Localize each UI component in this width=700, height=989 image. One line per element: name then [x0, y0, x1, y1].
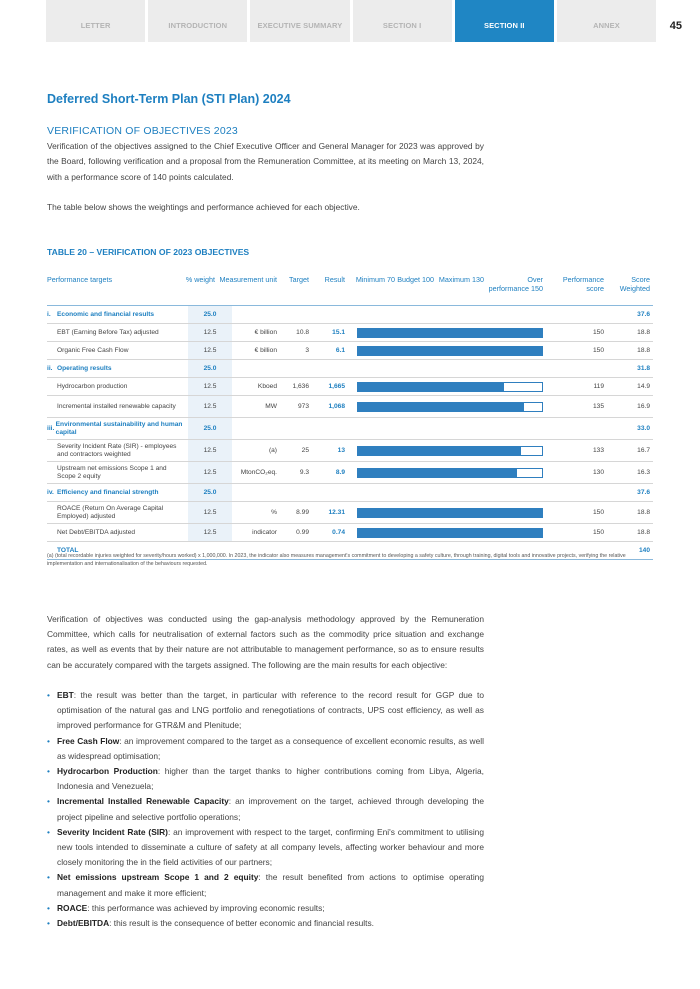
target-cell: 9.3	[299, 469, 309, 476]
weight-cell: 12.5	[203, 383, 217, 390]
result-cell: 13	[337, 447, 345, 454]
header-over-performance: Over performance 150	[488, 275, 543, 293]
weighted-score-cell: 16.3	[637, 469, 650, 476]
list-item	[47, 688, 484, 734]
section-row	[47, 484, 653, 502]
bullet-term: Severity Incident Rate (SIR)	[57, 826, 168, 837]
section-number: i.	[47, 310, 51, 318]
section-number: iii.	[47, 424, 55, 432]
performance-bar	[357, 402, 543, 412]
result-cell: 12.31	[328, 509, 345, 516]
performance-bar	[357, 468, 543, 478]
score-cell: 133	[592, 447, 604, 454]
bullet-text: : higher than the target thanks to higher contributions coming from Libya, Algeria, Indonesia and Venezuela;	[57, 766, 484, 792]
row-label: Severity Incident Rate (SIR) - employees and contractors weighted	[57, 442, 177, 458]
unit-cell: (a)	[268, 447, 277, 454]
weight-cell: 25.0	[203, 425, 217, 432]
section-title: Operating results	[57, 364, 112, 372]
table-row	[47, 462, 653, 484]
score-cell: 135	[592, 403, 604, 410]
performance-bar	[357, 382, 543, 392]
weight-cell: 12.5	[203, 509, 217, 516]
weight-cell: 12.5	[203, 403, 217, 410]
result-cell: 6.1	[335, 347, 345, 354]
section-row	[47, 360, 653, 378]
unit-cell: € billion	[254, 329, 277, 336]
result-cell: 0.74	[332, 529, 345, 536]
intro-note: The table below shows the weightings and performance achieved for each objective.	[47, 202, 360, 212]
row-label	[47, 484, 185, 501]
row-label: Upstream net emissions Scope 1 and Scope 2 equity	[57, 464, 167, 480]
table-row	[47, 502, 653, 524]
row-label	[47, 360, 185, 377]
tab-executive-summary[interactable]: EXECUTIVE SUMMARY	[250, 0, 349, 42]
tab-section-i[interactable]: SECTION I	[353, 0, 452, 42]
bullet-text: : this performance was achieved by improving economic results;	[87, 902, 325, 913]
header-budget: Budget 100	[397, 275, 434, 284]
performance-bar-fill	[358, 529, 542, 537]
result-cell: 8.9	[335, 469, 345, 476]
section-nav	[46, 0, 656, 42]
tab-section-ii[interactable]: SECTION II	[455, 0, 554, 42]
table-body	[47, 306, 653, 560]
row-label	[47, 306, 185, 323]
header-performance-score: Performance score	[562, 275, 604, 293]
page-number: 45	[669, 20, 682, 32]
header-maximum: Maximum 130	[438, 275, 484, 284]
table-row	[47, 440, 653, 462]
bullet-term: Incremental Installed Renewable Capacity	[57, 796, 229, 807]
header-targets: Performance targets	[47, 275, 113, 284]
bullet-term: ROACE	[57, 902, 88, 913]
performance-bar-fill	[358, 447, 521, 455]
unit-cell: Kboed	[257, 383, 277, 390]
performance-bar	[357, 346, 543, 356]
weight-cell: 12.5	[203, 529, 217, 536]
header-result: Result	[324, 275, 345, 284]
unit-cell: indicator	[252, 529, 277, 536]
weighted-score-cell: 16.9	[637, 403, 650, 410]
section-title: Environmental sustainability and human capital	[55, 420, 183, 436]
weight-cell: 25.0	[203, 489, 217, 496]
section-title: Economic and financial results	[57, 310, 155, 318]
unit-cell: MW	[265, 403, 277, 410]
section-row	[47, 306, 653, 324]
bullet-text: : the result was better than the target, in particular with reference to the record result for GGP due to optimisation of the natural gas and LNG portfolio and renegotiations of contracts, UPS cost efficiency, as well as improved performance for GTR&M and Plenitude;	[57, 690, 484, 731]
weighted-score-cell: 14.9	[637, 383, 650, 390]
row-label: Hydrocarbon production	[57, 382, 128, 390]
unit-cell: € billion	[254, 347, 277, 354]
result-cell: 15.1	[332, 329, 345, 336]
bullet-text: : the result benefited from actions to optimise operating management and make it more efficient;	[57, 872, 485, 898]
table-row	[47, 342, 653, 360]
target-cell: 10.8	[296, 329, 309, 336]
list-item	[47, 916, 484, 931]
score-cell: 150	[592, 529, 604, 536]
performance-bar-fill	[358, 383, 504, 391]
bullet-term: Free Cash Flow	[57, 735, 120, 746]
score-cell: 150	[592, 509, 604, 516]
intro-paragraph: Verification of the objectives assigned to the Chief Executive Officer and General Manager for 2023 was approved by the Board, following verification and a proposal from the Remuneration Committee, at its meeting on March 13, 2024, with a performance score of 140 points calculated.	[47, 141, 484, 182]
tab-introduction[interactable]: INTRODUCTION	[148, 0, 247, 42]
weighted-score-cell: 18.8	[637, 509, 650, 516]
result-cell: 1,665	[328, 383, 345, 390]
weighted-score-cell: 16.7	[637, 447, 650, 454]
performance-bar	[357, 508, 543, 518]
target-cell: 973	[297, 403, 309, 410]
table-footnote: (a) (total recordable injuries weighted for severity/hours worked) x 1,000,000. In 2023, the indicator also measures management's commitment to developing a safety culture, through training, digital tools and innovative projects, verifying the relative implementation and internationalisation of the behaviours requested.	[47, 553, 626, 568]
unit-cell: MtonCO₂eq.	[240, 469, 277, 476]
section-number: ii.	[47, 364, 53, 372]
performance-bar-fill	[358, 347, 542, 355]
weight-cell: 12.5	[203, 329, 217, 336]
performance-bar-fill	[358, 403, 524, 411]
weight-cell: 25.0	[203, 311, 217, 318]
row-label: Incremental installed renewable capacity	[57, 402, 176, 410]
header-target: Target	[289, 275, 309, 284]
target-cell: 3	[305, 347, 309, 354]
performance-bar	[357, 328, 543, 338]
weighted-score-cell: 18.8	[637, 329, 650, 336]
header-minimum: Minimum 70	[355, 275, 395, 284]
section-subtitle: VERIFICATION OF OBJECTIVES 2023	[47, 125, 238, 137]
tab-letter[interactable]: LETTER	[46, 0, 145, 42]
header-unit: Measurement unit	[219, 275, 277, 284]
table-title: TABLE 20 – VERIFICATION OF 2023 OBJECTIVES	[47, 247, 250, 257]
section-number: iv.	[47, 488, 54, 496]
weight-cell: 25.0	[203, 365, 217, 372]
bullet-term: Net emissions upstream Scope 1 and 2 equity	[57, 872, 259, 883]
bullet-term: Debt/EBITDA	[57, 918, 110, 929]
row-label: EBT (Earning Before Tax) adjusted	[57, 328, 159, 336]
methodology-paragraph: Verification of objectives was conducted using the gap-analysis methodology approved by the Remuneration Committee, which calls for neutralisation of external factors such as the commodity price situation and exchange rates, as well as events that by their nature are not attributable to management performance, so as to ensure results can be accurately compared with the targets assigned. The following are the main results for each objective:	[47, 614, 484, 670]
weighted-score-cell: 37.6	[637, 489, 650, 496]
weight-cell: 12.5	[203, 447, 217, 454]
bullet-text: : this result is the consequence of better economic and financial results.	[109, 918, 375, 929]
weight-cell: 12.5	[203, 347, 217, 354]
results-list	[47, 688, 484, 931]
list-item	[47, 870, 484, 900]
tab-annex[interactable]: ANNEX	[557, 0, 656, 42]
table-row	[47, 378, 653, 396]
section-title: Efficiency and financial strength	[57, 488, 159, 496]
bullet-text: : an improvement on the target, achieved through developing the project pipeline and selective portfolio operations;	[57, 796, 484, 822]
score-cell: 119	[593, 383, 604, 390]
result-cell: 1,068	[328, 403, 345, 410]
header-score-weighted: Score Weighted	[619, 275, 650, 293]
target-cell: 0.99	[296, 529, 309, 536]
performance-bar	[357, 528, 543, 538]
weight-cell: 12.5	[203, 469, 217, 476]
table-row	[47, 524, 653, 542]
list-item	[47, 764, 484, 794]
target-cell: 8.99	[296, 509, 309, 516]
bullet-term: Hydrocarbon Production	[57, 766, 158, 777]
table-header	[47, 274, 653, 306]
bullet-term: EBT	[57, 690, 74, 700]
header-weight: % weight	[185, 275, 215, 284]
target-cell: 1,636	[292, 383, 309, 390]
row-label: TOTAL	[57, 546, 79, 554]
score-cell: 130	[592, 469, 604, 476]
weighted-score-cell: 140	[638, 547, 650, 554]
row-label: Net Debt/EBITDA adjusted	[57, 528, 136, 536]
list-item	[47, 825, 484, 871]
performance-bar	[357, 446, 543, 456]
weighted-score-cell: 18.8	[637, 347, 650, 354]
score-cell: 150	[592, 347, 604, 354]
performance-bar-fill	[358, 329, 542, 337]
target-cell: 25	[301, 447, 309, 454]
bullet-text: : an improvement compared to the target as a consequence of excellent economic results, as well as widespread optimisation;	[57, 735, 484, 761]
performance-bar-fill	[358, 469, 517, 477]
unit-cell: %	[271, 509, 277, 516]
weighted-score-cell: 33.0	[637, 425, 650, 432]
weighted-score-cell: 18.8	[637, 529, 650, 536]
row-label: Organic Free Cash Flow	[57, 346, 129, 354]
list-item	[47, 901, 484, 916]
row-label: ROACE (Return On Average Capital Employed) adjusted	[57, 504, 164, 520]
bullet-text: : an improvement with respect to the target, confirming Eni's commitment to utilising new tools intended to disseminate a culture of safety at all company levels, affecting worker behaviour and more closely monitoring the in the field activities of our partners;	[57, 826, 484, 868]
section-row	[47, 418, 653, 440]
row-label	[47, 418, 185, 439]
list-item	[47, 794, 484, 824]
table-row	[47, 324, 653, 342]
score-cell: 150	[592, 329, 604, 336]
table-row	[47, 396, 653, 418]
performance-bar-fill	[358, 509, 542, 517]
weighted-score-cell: 37.6	[637, 311, 650, 318]
list-item	[47, 734, 484, 764]
page-title: Deferred Short-Term Plan (STI Plan) 2024	[47, 92, 291, 106]
objectives-table	[47, 274, 653, 560]
weighted-score-cell: 31.8	[637, 365, 650, 372]
